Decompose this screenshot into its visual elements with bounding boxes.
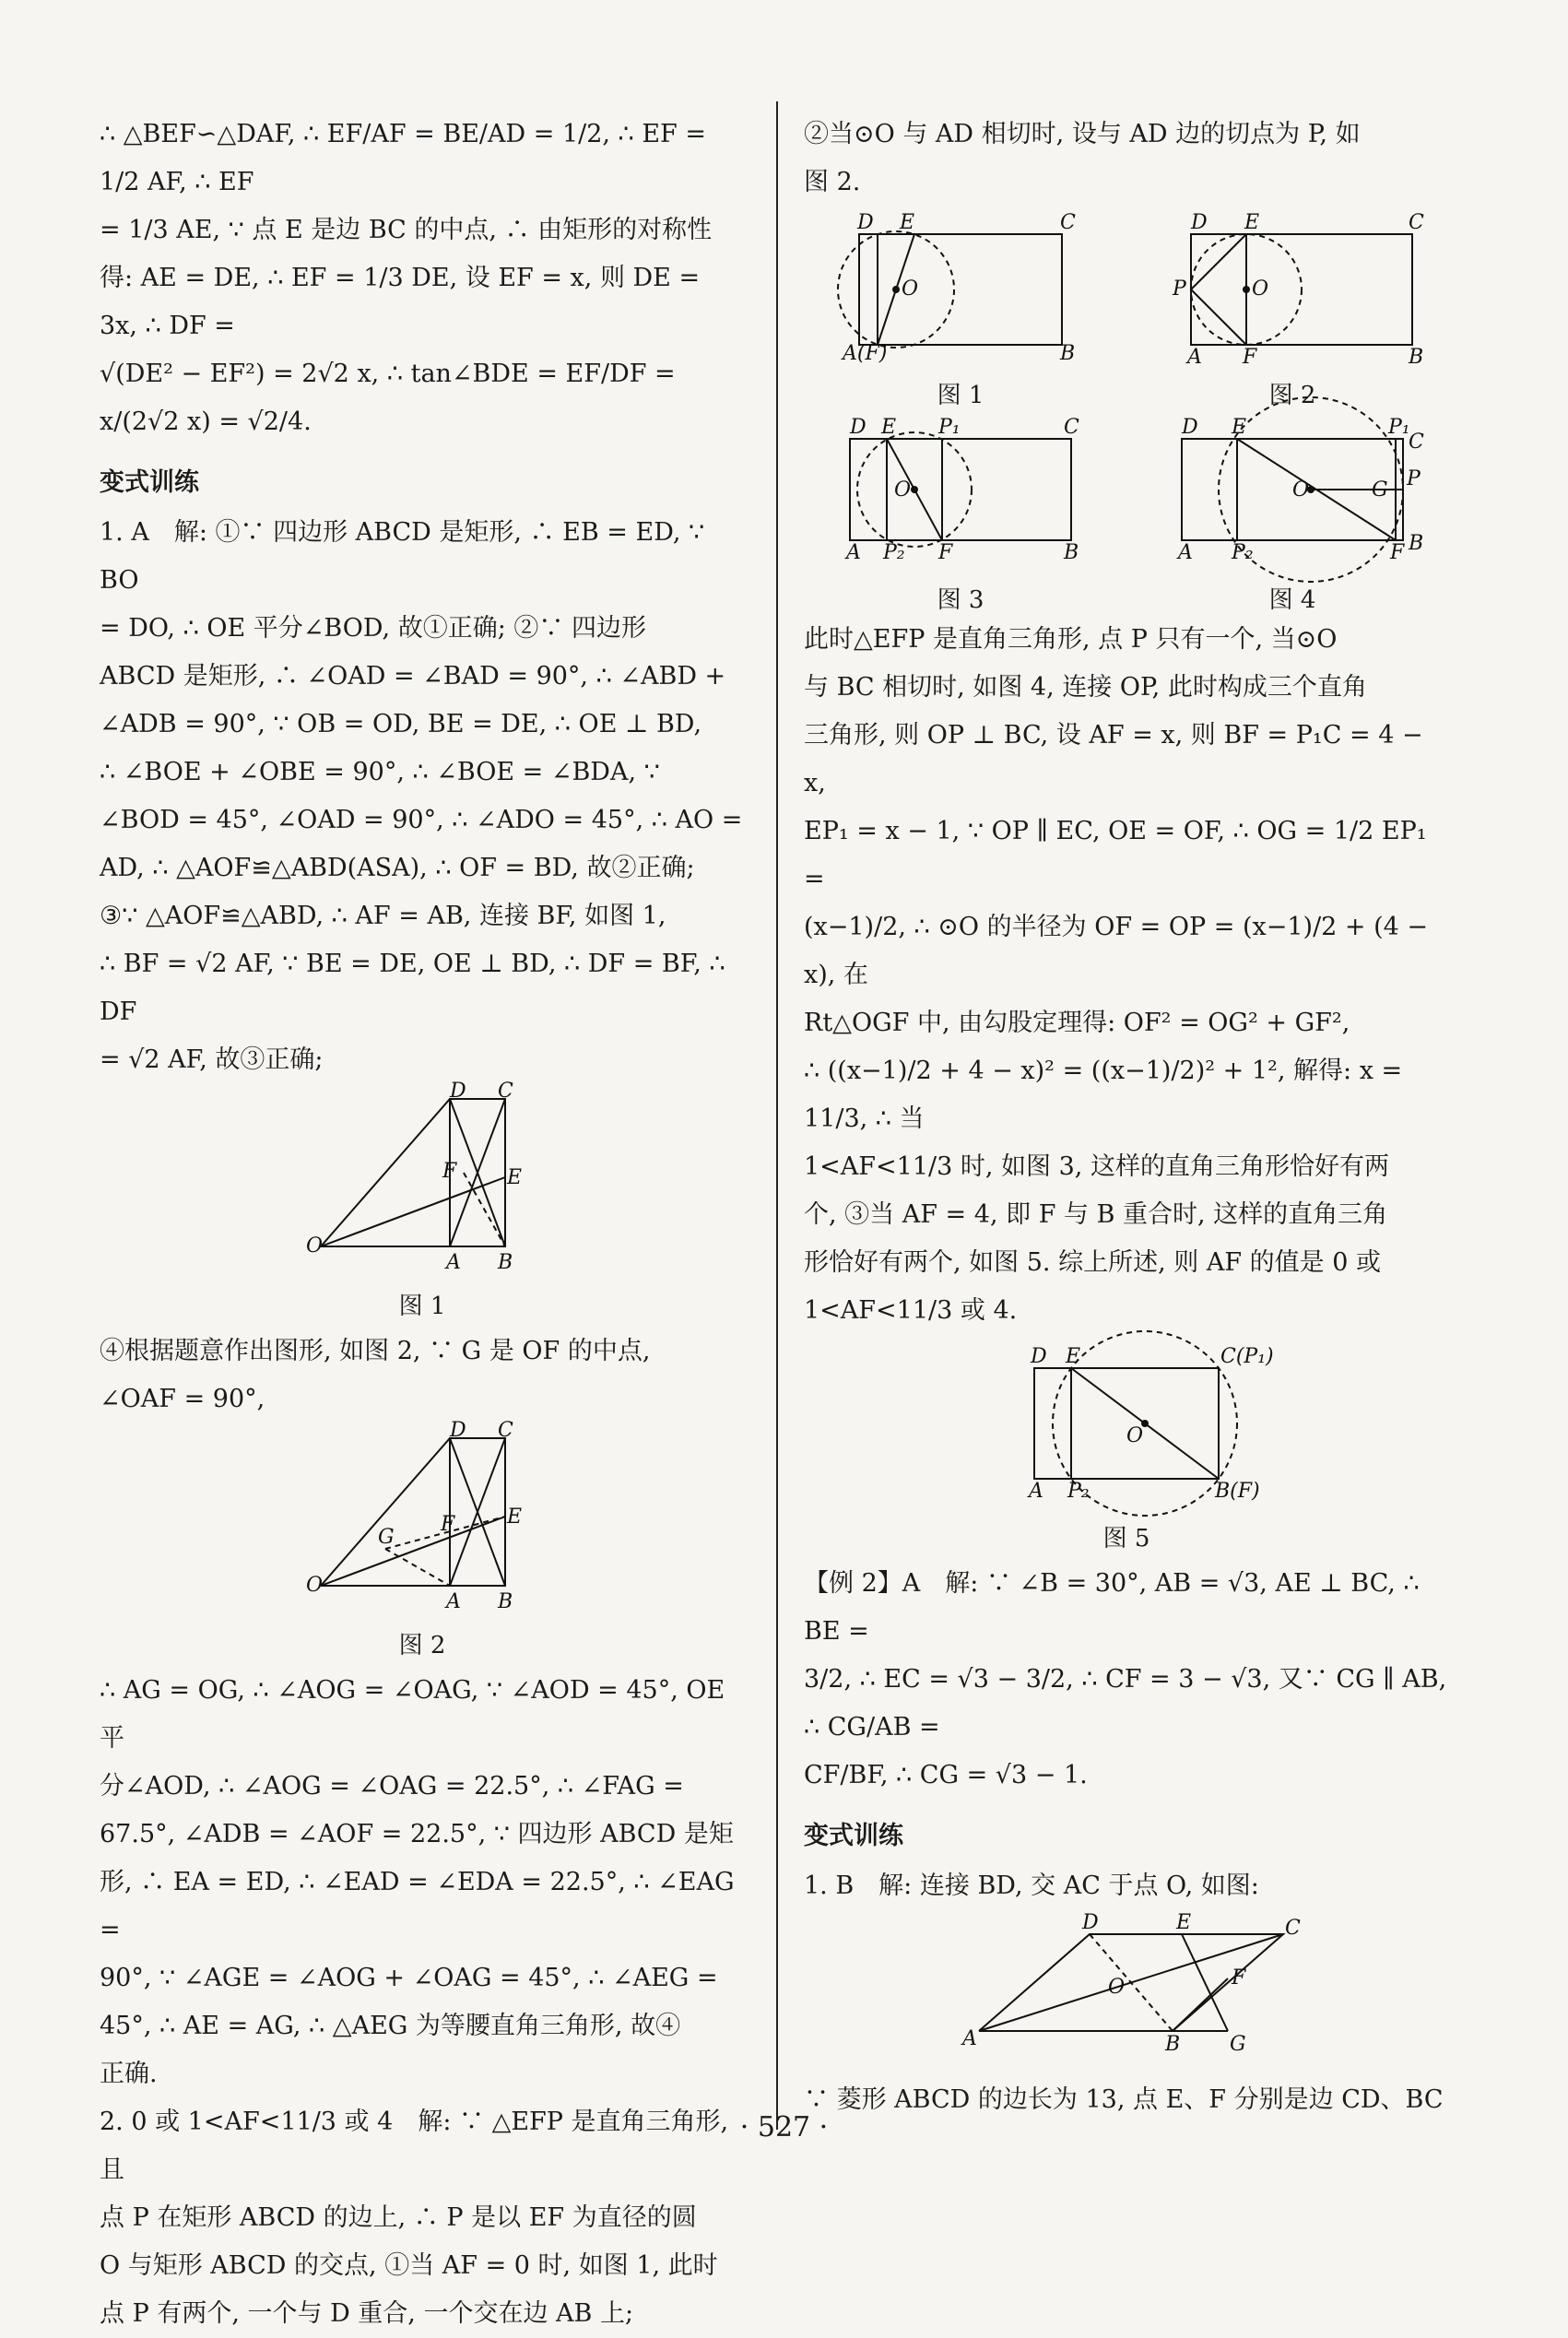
- svg-text:D: D: [450, 1419, 466, 1442]
- figure-row-2: [804, 411, 1449, 616]
- svg-text:A: A: [1178, 541, 1193, 564]
- figure-caption: 图 1: [937, 382, 984, 409]
- svg-text:G: G: [1230, 2033, 1246, 2056]
- text-line: 此时△EFP 是直角三角形, 点 P 只有一个, 当⊙O: [804, 625, 1338, 654]
- svg-text:A: A: [1187, 346, 1202, 369]
- svg-text:A: A: [446, 1251, 461, 1274]
- svg-text:C: C: [498, 1419, 513, 1442]
- svg-text:B: B: [1060, 342, 1076, 365]
- text-line: √(DE² − EF²) = 2√2 x, ∴ tan∠BDE = EF/DF = x/(2√2 x) = √2/4.: [100, 360, 676, 436]
- svg-text:O: O: [306, 1574, 324, 1597]
- figure-caption: 图 2: [398, 1632, 446, 1659]
- svg-text:O: O: [1292, 478, 1310, 502]
- svg-text:E: E: [507, 1506, 523, 1529]
- text-line: 1. A 解: ①∵ 四边形 ABCD 是矩形, ∴ EB = ED, ∵ BO: [100, 518, 705, 595]
- figure-2-right: [1136, 207, 1449, 411]
- text-line: ∠OAF = 90°,: [100, 1385, 265, 1413]
- geometry-diagram: [1154, 411, 1431, 568]
- svg-text:A: A: [446, 1590, 461, 1613]
- svg-text:E: E: [1176, 1911, 1192, 1934]
- svg-text:C: C: [1409, 431, 1424, 454]
- text-line: 三角形, 则 OP ⊥ BC, 设 AF = x, 则 BF = P₁C = 4 − x,: [804, 721, 1423, 797]
- text-line: ∴ ((x−1)/2 + 4 − x)² = ((x−1)/2)² + 1², 解得: x = 11/3, ∴ 当: [804, 1057, 1403, 1133]
- svg-text:D: D: [1182, 416, 1198, 439]
- svg-text:D: D: [857, 211, 874, 234]
- text-line: 正确.: [100, 2060, 158, 2088]
- text-line: Rt△OGF 中, 由勾股定理得: OF² = OG² + GF²,: [804, 1009, 1350, 1037]
- figure-2-left: [100, 1419, 745, 1661]
- svg-text:E: E: [507, 1166, 523, 1189]
- section-heading: 变式训练: [100, 468, 199, 497]
- text-line: ∵ 菱形 ABCD 的边长为 13, 点 E、F 分别是边 CD、BC: [804, 2085, 1444, 2114]
- text-line: ②当⊙O 与 AD 相切时, 设与 AD 边的切点为 P, 如: [804, 120, 1361, 148]
- left-column: [100, 111, 745, 2338]
- svg-text:B: B: [1064, 541, 1079, 564]
- figure-caption: 图 5: [1102, 1525, 1150, 1553]
- text-line: 【例 2】A 解: ∵ ∠B = 30°, AB = √3, AE ⊥ BC, ∴ BE =: [804, 1569, 1420, 1646]
- svg-text:P: P: [1173, 277, 1186, 301]
- svg-text:E: E: [1244, 211, 1260, 234]
- svg-text:C: C: [1285, 1917, 1301, 1940]
- svg-text:A: A: [1029, 1480, 1043, 1503]
- svg-text:O: O: [1126, 1424, 1144, 1447]
- column-divider: [776, 101, 778, 2130]
- text-line: ∴ ∠BOE + ∠OBE = 90°, ∴ ∠BOE = ∠BDA, ∵: [100, 758, 660, 786]
- figure-3-right: [804, 411, 1117, 616]
- text-line: 67.5°, ∠ADB = ∠AOF = 22.5°, ∵ 四边形 ABCD 是矩: [100, 1820, 734, 1848]
- figure-4-right: [1136, 411, 1449, 616]
- svg-text:O: O: [1108, 1976, 1126, 1999]
- figure-1-right: [804, 207, 1117, 411]
- svg-text:A: A: [846, 541, 861, 564]
- svg-text:O: O: [306, 1234, 324, 1258]
- svg-text:P₂: P₂: [1232, 541, 1254, 564]
- svg-text:O: O: [1252, 277, 1269, 301]
- text-line: 得: AE = DE, ∴ EF = 1/3 DE, 设 EF = x, 则 DE = 3x, ∴ DF =: [100, 264, 701, 340]
- svg-text:B: B: [1165, 2033, 1181, 2056]
- figure-caption: 图 1: [398, 1293, 446, 1320]
- text-line: 与 BC 相切时, 如图 4, 连接 OP, 此时构成三个直角: [804, 673, 1367, 702]
- section-heading: 变式训练: [804, 1822, 903, 1850]
- svg-text:B: B: [498, 1251, 513, 1274]
- text-line: = √2 AF, 故③正确;: [100, 1045, 324, 1074]
- svg-text:C: C: [1409, 211, 1424, 234]
- figure-5-right: [804, 1340, 1449, 1554]
- text-line: AD, ∴ △AOF≌△ABD(ASA), ∴ OF = BD, 故②正确;: [100, 854, 695, 882]
- figure-caption: 图 2: [1268, 382, 1316, 409]
- figure-caption: 图 4: [1268, 586, 1316, 614]
- geometry-diagram: [302, 1419, 542, 1613]
- svg-text:D: D: [450, 1080, 466, 1103]
- figure-row-1: [804, 207, 1449, 411]
- svg-text:D: D: [1191, 211, 1208, 234]
- svg-text:B: B: [498, 1590, 513, 1613]
- text-line: (x−1)/2, ∴ ⊙O 的半径为 OF = OP = (x−1)/2 + (4 − x), 在: [804, 913, 1429, 989]
- text-line: 2. 0 或 1<AF<11/3 或 4 解: ∵ △EFP 是直角三角形, 且: [100, 2108, 729, 2184]
- text-line: 45°, ∴ AE = AG, ∴ △AEG 为等腰直角三角形, 故④: [100, 2012, 681, 2040]
- svg-text:E: E: [1066, 1345, 1081, 1368]
- svg-text:D: D: [850, 416, 867, 439]
- geometry-diagram: [822, 207, 1099, 363]
- svg-text:E: E: [881, 416, 897, 439]
- svg-text:B(F): B(F): [1215, 1480, 1260, 1503]
- svg-text:C: C: [498, 1080, 513, 1103]
- svg-text:F: F: [1243, 346, 1257, 369]
- text-line: 点 P 在矩形 ABCD 的边上, ∴ P 是以 EF 为直径的圆: [100, 2203, 697, 2232]
- svg-text:G: G: [378, 1526, 395, 1549]
- text-line: ∴ △BEF∽△DAF, ∴ EF/AF = BE/AD = 1/2, ∴ EF = 1/2 AF, ∴ EF: [100, 120, 706, 196]
- text-line: 1<AF<11/3 时, 如图 3, 这样的直角三角形恰好有两: [804, 1152, 1389, 1181]
- svg-text:E: E: [1232, 416, 1247, 439]
- svg-text:P: P: [1407, 467, 1421, 490]
- geometry-diagram: [988, 1340, 1274, 1506]
- page-number: · 527 ·: [739, 2111, 829, 2143]
- text-line: ∴ AG = OG, ∴ ∠AOG = ∠OAG, ∵ ∠AOD = 45°, OE 平: [100, 1676, 725, 1753]
- text-line: O 与矩形 ABCD 的交点, ①当 AF = 0 时, 如图 1, 此时: [100, 2251, 718, 2280]
- svg-text:F: F: [442, 1160, 457, 1183]
- svg-text:E: E: [900, 211, 915, 234]
- figure-1-left: [100, 1080, 745, 1322]
- figure-caption: 图 3: [937, 586, 984, 614]
- svg-text:G: G: [1372, 478, 1388, 502]
- text-line: 点 P 有两个, 一个与 D 重合, 一个交在边 AB 上;: [100, 2299, 634, 2328]
- svg-text:A(F): A(F): [843, 342, 888, 365]
- svg-text:F: F: [441, 1513, 455, 1536]
- svg-text:B: B: [1409, 346, 1424, 369]
- svg-text:B: B: [1409, 532, 1424, 555]
- svg-text:P₁: P₁: [938, 416, 961, 439]
- svg-text:P₂: P₂: [1067, 1480, 1090, 1503]
- text-line: ∠BOD = 45°, ∠OAD = 90°, ∴ ∠ADO = 45°, ∴ AO =: [100, 806, 743, 834]
- text-line: 分∠AOD, ∴ ∠AOG = ∠OAG = 22.5°, ∴ ∠FAG =: [100, 1772, 684, 1801]
- geometry-diagram: [1154, 207, 1431, 369]
- svg-text:C(P₁): C(P₁): [1220, 1345, 1274, 1368]
- text-line: ∠ADB = 90°, ∵ OB = OD, BE = DE, ∴ OE ⊥ BD,: [100, 710, 702, 738]
- text-line: ③∵ △AOF≌△ABD, ∴ AF = AB, 连接 BF, 如图 1,: [100, 902, 666, 930]
- text-line: 形恰好有两个, 如图 5. 综上所述, 则 AF 的值是 0 或: [804, 1248, 1381, 1277]
- text-line: 个, ③当 AF = 4, 即 F 与 B 重合时, 这样的直角三角: [804, 1200, 1388, 1229]
- text-line: CF/BF, ∴ CG = √3 − 1.: [804, 1761, 1088, 1789]
- svg-text:F: F: [938, 541, 953, 564]
- text-line: 1<AF<11/3 或 4.: [804, 1296, 1018, 1325]
- geometry-diagram: [302, 1080, 542, 1274]
- geometry-diagram: [951, 1911, 1302, 2056]
- text-line: = DO, ∴ OE 平分∠BOD, 故①正确; ②∵ 四边形: [100, 614, 646, 643]
- svg-text:A: A: [962, 2027, 977, 2050]
- text-line: ∴ BF = √2 AF, ∵ BE = DE, OE ⊥ BD, ∴ DF = BF, ∴ DF: [100, 950, 725, 1026]
- svg-text:O: O: [902, 277, 919, 301]
- svg-text:F: F: [1390, 541, 1405, 564]
- svg-text:P₁: P₁: [1388, 416, 1410, 439]
- svg-text:O: O: [894, 478, 912, 502]
- text-line: 1. B 解: 连接 BD, 交 AC 于点 O, 如图:: [804, 1872, 1259, 1900]
- svg-text:C: C: [1064, 416, 1079, 439]
- text-line: ④根据题意作出图形, 如图 2, ∵ G 是 OF 的中点,: [100, 1337, 651, 1365]
- svg-text:F: F: [1232, 1966, 1246, 1990]
- geometry-diagram: [822, 411, 1099, 568]
- svg-text:D: D: [1031, 1345, 1047, 1368]
- text-line: ABCD 是矩形, ∴ ∠OAD = ∠BAD = 90°, ∴ ∠ABD +: [100, 662, 726, 691]
- svg-text:P₂: P₂: [883, 541, 905, 564]
- svg-text:C: C: [1060, 211, 1076, 234]
- right-column: [804, 111, 1449, 2124]
- text-line: 图 2.: [804, 168, 861, 196]
- text-line: 90°, ∵ ∠AGE = ∠AOG + ∠OAG = 45°, ∴ ∠AEG =: [100, 1964, 718, 1992]
- rhombus-figure: [804, 1911, 1449, 2071]
- text-line: 形, ∴ EA = ED, ∴ ∠EAD = ∠EDA = 22.5°, ∴ ∠EAG =: [100, 1868, 735, 1944]
- svg-text:D: D: [1082, 1911, 1099, 1934]
- text-line: = 1/3 AE, ∵ 点 E 是边 BC 的中点, ∴ 由矩形的对称性: [100, 216, 713, 244]
- text-line: 3/2, ∴ EC = √3 − 3/2, ∴ CF = 3 − √3, 又∵ CG ∥ AB, ∴ CG/AB =: [804, 1665, 1447, 1742]
- text-line: EP₁ = x − 1, ∵ OP ∥ EC, OE = OF, ∴ OG = 1/2 EP₁ =: [804, 817, 1427, 893]
